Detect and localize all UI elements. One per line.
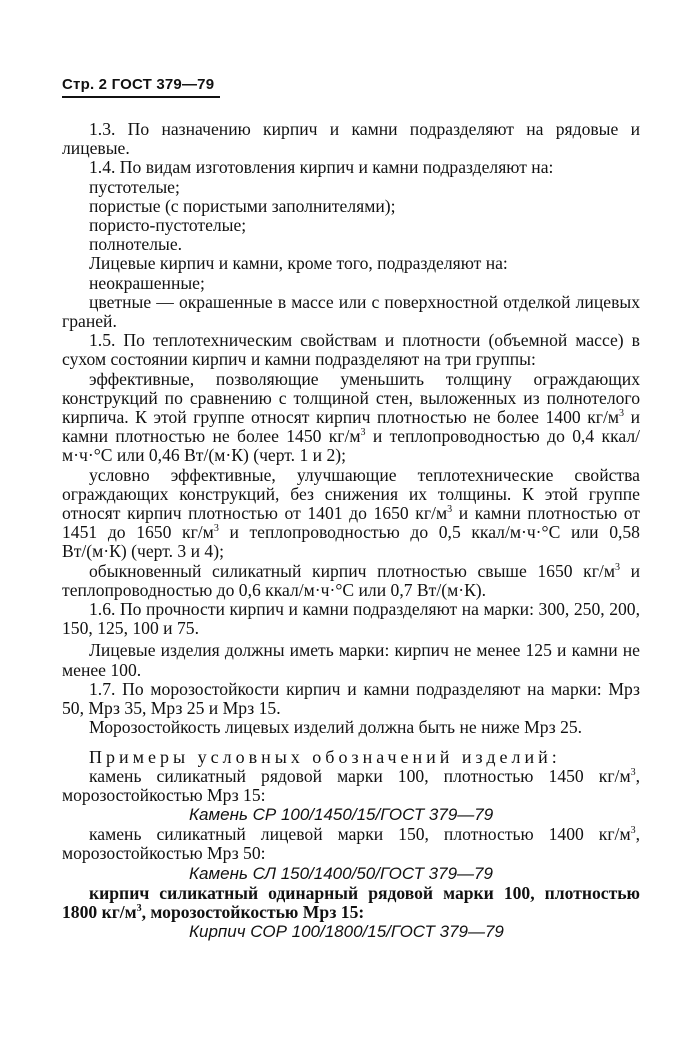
example-text xyxy=(62,884,640,922)
superscript: 3 xyxy=(136,902,142,914)
superscript: 3 xyxy=(619,408,625,420)
text-fragment: , морозостойкостью Мрз 50: xyxy=(62,824,640,864)
text-fragment: обыкновенный силикатный кирпич плотностью свыше 1650 кг/м xyxy=(89,560,615,581)
clause-1-7: 1.7. По морозостойкости кирпич и камни подразделяют на марки: Мрз 50, Мрз 35, Мрз 25 и Мрз 15. xyxy=(62,678,640,719)
superscript: 3 xyxy=(630,825,636,837)
document-body xyxy=(62,120,640,942)
clause-1-4-facing: Лицевые кирпич и камни, кроме того, подразделяют на: xyxy=(89,253,508,274)
text-fragment: , морозостойкостью Мрз 15: xyxy=(62,765,640,805)
text-fragment: и камни плотностью от 1451 до 1650 кг/м xyxy=(62,503,640,543)
text-fragment: условно эффективные, улучшающие теплотехнические свойства ограждающих конструкций, без снижения их толщины. К этой группе относят кирпич плотностью от 1401 до 1650 кг/м xyxy=(62,464,640,524)
list-item: полнотелые. xyxy=(89,234,183,255)
example-designation: Камень СЛ 150/1400/50/ГОСТ 379—79 xyxy=(189,863,493,883)
example-designation: Камень СР 100/1450/15/ГОСТ 379—79 xyxy=(189,805,494,825)
text-fragment: эффективные, позволяющие уменьшить толщину ограждающих конструкций по сравнению с толщиной стен, выложенных из полнотелого кирпича. К этой группе относят кирпич плотностью не более 1400 кг/м xyxy=(62,368,640,428)
list-item: пористо-пустотелые; xyxy=(89,215,247,236)
superscript: 3 xyxy=(447,504,453,516)
list-item: неокрашенные; xyxy=(89,272,205,293)
examples-title: Примеры условных обозначений изделий: xyxy=(89,746,561,767)
text-fragment: и теплопроводностью до 0,5 ккал/м·ч·°С или 0,58 Вт/(м·К) (черт. 3 и 4); xyxy=(62,522,640,562)
group-effective xyxy=(62,370,640,466)
clause-1-6-facing: Лицевые изделия должны иметь марки: кирпич не менее 125 и камни не менее 100. xyxy=(62,640,640,680)
clause-1-7-facing: Морозостойкость лицевых изделий должна быть не ниже Мрз 25. xyxy=(89,717,583,738)
clause-1-6: 1.6. По прочности кирпич и камни подразделяют на марки: 300, 250, 200, 150, 125, 100 и 75. xyxy=(62,599,640,639)
text-fragment: камень силикатный рядовой марки 100, плотностью 1450 кг/м xyxy=(89,765,631,786)
superscript: 3 xyxy=(614,561,620,573)
group-ordinary xyxy=(62,562,640,600)
superscript: 3 xyxy=(360,427,366,439)
clause-1-5: 1.5. По теплотехническим свойствам и плотности (объемной массе) в сухом состоянии кирпич и камни подразделяют на три группы: xyxy=(62,330,640,370)
clause-1-3: 1.3. По назначению кирпич и камни подразделяют на рядовые и лицевые. xyxy=(62,119,640,159)
example-text xyxy=(62,767,640,805)
page-header: Стр. 2 ГОСТ 379—79 xyxy=(62,76,220,98)
text-fragment: кирпич силикатный одинарный рядовой марки 100, плотностью 1800 кг/м xyxy=(62,882,640,922)
superscript: 3 xyxy=(213,523,219,535)
text-fragment: камень силикатный лицевой марки 150, плотностью 1400 кг/м xyxy=(89,824,631,845)
clause-1-4: 1.4. По видам изготовления кирпич и камни подразделяют на: xyxy=(89,157,554,178)
list-item: пористые (с пористыми заполнителями); xyxy=(89,195,396,216)
text-fragment: и теплопроводностью до 0,6 ккал/м·ч·°С или 0,7 Вт/(м·К). xyxy=(62,560,640,600)
example-designation: Кирпич СОР 100/1800/15/ГОСТ 379—79 xyxy=(189,921,504,941)
superscript: 3 xyxy=(630,766,636,778)
text-fragment: , морозостойкостью Мрз 15: xyxy=(141,901,365,922)
list-item: пустотелые; xyxy=(89,176,180,197)
spacer xyxy=(62,738,640,748)
text-fragment: и теплопроводностью до 0,4 ккал/м·ч·°С или 0,46 Вт/(м·К) (черт. 1 и 2); xyxy=(62,426,640,466)
text-fragment: и камни плотностью не более 1450 кг/м xyxy=(62,407,640,447)
group-conditionally-effective xyxy=(62,466,640,562)
list-item: цветные — окрашенные в массе или с поверхностной отделкой лицевых граней. xyxy=(62,291,640,332)
example-text xyxy=(62,825,640,863)
